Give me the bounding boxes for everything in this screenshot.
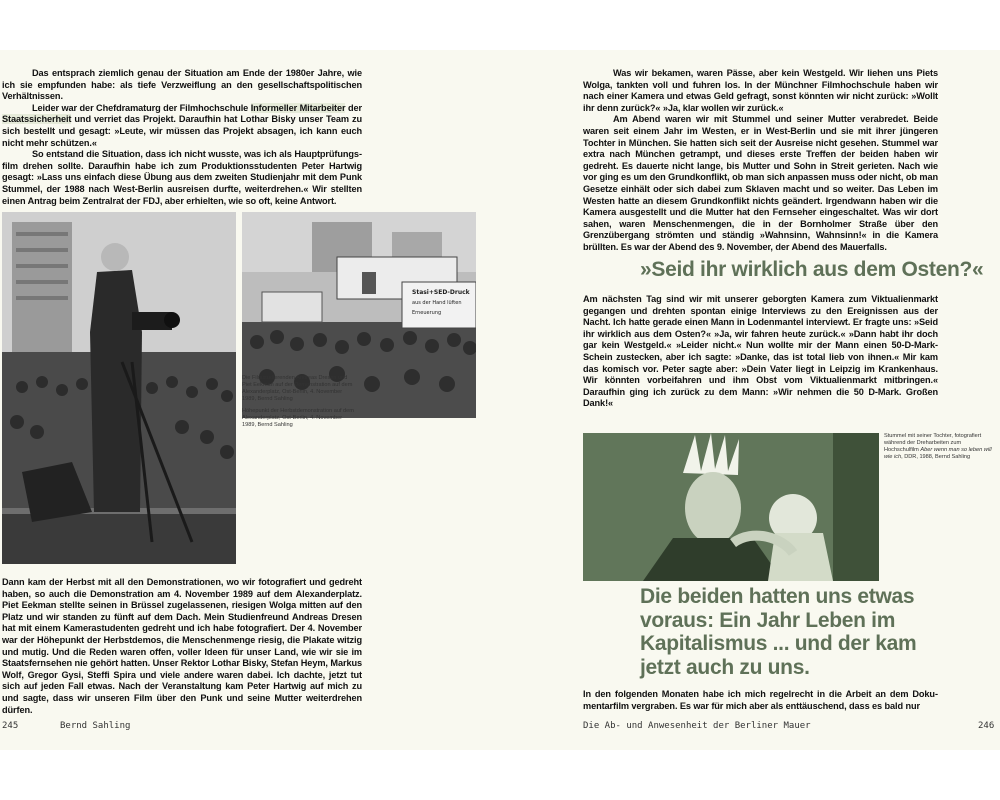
highlight: Staatssicherheit [2,114,72,125]
paragraph: Am nächsten Tag sind wir mit unserer geborgten Kamera zum Viktualienmarkt gegangen und drehten spontan einige Interviews zu den Ereignissen aus der Nacht. Ich hatte gerade einen Mann in Lodenmantel interviewt. Er fragte uns: »Seid ihr wirklich aus dem Osten?« »Ja, wir fahren heute zurück.« »Dann habt ihr doch gar kein Westgeld.« »Leider nicht.« Nun wollte mir der Mann einen 50-D-Mark-Schein zustecken, aber ich sagte: »Danke, das ist total lieb von ihnen.« Mir kam das komisch vor. Peter sagte aber: »Dein Vater liegt in Leipzig im Krankenhaus. Wir könnten vorbeifahren und ihm Obst vom Viktualienmarkt mitbringen.« Daraufhin ging ich zurück zu dem Mann: »Wir nehmen die 50 D-Mark. Großen Dank!« [583,294,938,409]
banner-text: aus der Hand lüften [412,300,462,306]
photo-graphic [583,433,879,581]
photo-graphic [2,212,236,564]
right-text-mid [583,294,938,410]
caption-text-part: , DDR, 1988, Bernd Sahling [901,454,971,460]
highlight: Informeller Mitarbeiter [250,102,346,113]
photo-stummel-daughter [583,433,879,581]
caption-1: Die Filmstudierenden Andreas Dresen und Piet Eekman auf der Demonstration auf dem Alexanderplatz, Ost-Berlin, 4. November 1989, Bernd Sahling [242,375,353,402]
caption-text-part: Stummel mit seiner Tochter, fotografiert während der Dreharbeiten zum Hochschulfilm [884,433,982,453]
right-page [500,50,1000,750]
pull-quote-2: Die beiden hatten uns etwas voraus: Ein Jahr Leben im Kapitalismus ... und der kam jetzt auch zu uns. [640,585,917,679]
photo-demonstration-camera [2,212,236,564]
paragraph [2,103,362,149]
right-text-top [583,68,938,254]
paragraph: Am Abend waren wir mit Stummel und seiner Mutter verabredet. Beide waren seit einem Jahr im Westen, er in West-Berlin und sie mit ihrer jüngeren Tochter in München. Sie hatten sich seit der Ausreise nicht gesehen. Stummel war extra nach München getrampt, und dieses erste Treffen der beiden haben wir gedreht. Es dauerte nicht lange, bis Mutter und Sohn in Streit gerieten. Nach wie vor ging es um den Grundkonflikt, ob man sich anpassen muss oder nicht, ob man Gesetze einhält oder sich dabei zum Sklaven macht und so weiter. Das Leben im Westen hatte an diesem Grundkonflikt nichts geändert. Irgendwann haben wir die Kamera ausgestellt und die Mutter hat den Fernseher eingeschaltet. Was wir dort sahen, waren Menschenmengen, die in der Bornholmer Straße über den Grenzübergang strömten und ständig »Wahnsinn, Wahnsinn!« in die Kamera brüllten. Es war der Abend des 9. November, der Abend des Mauerfalls. [583,114,938,252]
pull-quote-1: »Seid ihr wirklich aus dem Osten?« [640,258,984,281]
running-head: Bernd Sahling [60,721,131,731]
right-text-bottom [583,689,938,712]
paragraph: In den folgenden Monaten habe ich mich regelrecht in die Arbeit an dem Dokumentarfilm vergraben. Es war für mich aber als enttäuschend, dass es bald nur [583,689,938,711]
left-text-top [0,68,362,207]
film-title: Aber wenn man so leben will wie ich [884,447,992,460]
banner-text: Stasi+SED-Druck [412,289,470,296]
text-span: Leider war der Chefdramaturg der Filmhochschule [32,102,251,113]
paragraph: Was wir bekamen, waren Pässe, aber kein Westgeld. Wir liehen uns Piets Wolga, tankten voll und fuhren los. In der Münchner Filmhochschule haben wir nach einer Kamera und etwas Geld gefragt, sonst könnten wir nicht zurück: »Wollt ihr denn zurück?« »Ja, klar wollen wir zurück.« [583,68,938,113]
running-head: Die Ab- und Anwesenheit der Berliner Mauer [583,721,811,731]
caption-text [884,433,996,461]
paragraph: Dann kam der Herbst mit all den Demonstrationen, wo wir fotografiert und gedreht haben, so auch die Demonstration am 4. November 1989 auf dem Alexanderplatz. Piet Eekman stellte seinen in Brüssel zugelassenen, riesigen Wolga mitten auf den Platz und wir standen zu fünft auf dem Dach. Mein Studienfreund Andreas Dresen hat mit einem Kamerastudenten gedreht und ich habe fotografiert. Der 4. November war der Höhepunkt der Herbstdemos, die Menschenmenge riesig, die Plakate witzig und mutig. Und die Reden waren offen, voller Ideen für unser Land, wie wir sie im Staatsfernsehen nie gehört hatten. Unser Rektor Lothar Bisky, Stefan Heym, Markus Wolf, Gregor Gysi, Steffi Spira und viele andere waren dabei. Ich dachte, jetzt tut sich auf jeden Fall etwas. Nach der Veranstaltung kam Peter Hartwig auf mich zu und sagte, dass wir unseren Film über den Punk und seine Mutter weiterdrehen dürfen. [2,577,362,715]
book-spread [0,50,1000,750]
caption-2: Höhepunkt der Herbstdemonstration auf dem Alexanderplatz, Ost-Berlin, 4. November 1989, Bernd Sahling [242,408,354,428]
banner-text: Erneuerung [412,310,442,316]
photo-caption [884,433,996,466]
page-number: 246 [978,721,995,731]
paragraph: Das entsprach ziemlich genau der Situation am Ende der 1980er Jahre, wie ich sie empfunden habe: als tiefe Verzweiflung an den gesellschaftspolitischen Verhältnissen. [2,68,362,102]
photo-caption [242,375,357,434]
left-page [0,50,500,750]
left-text-bottom [0,577,362,716]
paragraph: So entstand die Situation, dass ich nicht wusste, was ich als Hauptprüfungsfilm drehen sollte. Daraufhin habe ich zum Produktionsstudenten Peter Hartwig gesagt: »Lass uns einfach diese Übung aus dem zweiten Studienjahr mit dem Punk Stummel, der 1988 nach West-Berlin ausreisen durfte, weiterdrehen.« Wir stellten einen Antrag beim Zentralrat der FDJ, aber erhielten, wie so oft, keine Antwort. [2,149,362,206]
text-span: und verriet das Projekt. Daraufhin hat Lothar Bisky unser Team zu sich bestellt und gesagt: »Leute, wir müssen das Projekt absagen, ich kann euch nicht mehr schützen.« [2,114,362,148]
text-span: der [345,102,363,113]
page-number: 245 [2,721,19,731]
